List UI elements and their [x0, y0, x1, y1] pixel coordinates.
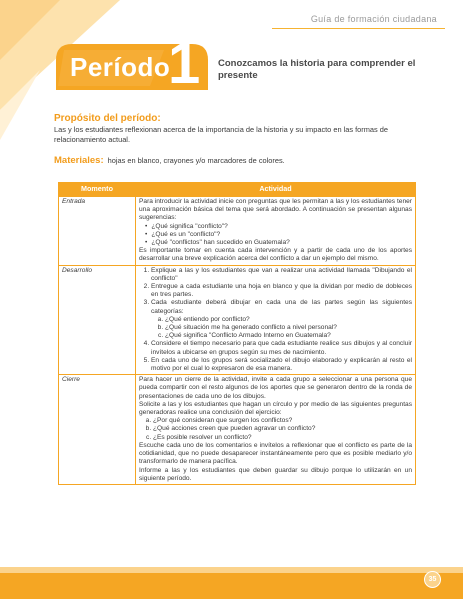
moment-cell: Entrada — [59, 197, 136, 266]
list-item: 2. Entregue a cada estudiante una hoja en blanco y que la dividan por medio de dobleces en tres partes. — [151, 283, 412, 299]
list-item: c. ¿Es posible resolver un conflicto? — [153, 434, 412, 442]
guide-title: Guía de formación ciudadana — [310, 14, 437, 24]
list-item: 1. Explique a las y los estudiantes que van a realizar una actividad llamada "Dibujando el conflicto" — [151, 267, 412, 283]
entrada-outro: Es importante tomar en cuenta cada intervención y a partir de cada uno de los aportes desarrollar una breve explicación acerca del conflicto a dar un ejemplo del mismo. — [139, 247, 412, 263]
list-item: a. ¿Qué entiendo por conflicto? — [165, 316, 412, 324]
list-item: • ¿Qué es un "conflicto"? — [153, 231, 412, 239]
table-row-entrada — [59, 197, 416, 266]
table-row-cierre — [59, 375, 416, 485]
list-item: a. ¿Por qué consideran que surgen los conflictos? — [153, 417, 412, 425]
period-label: Período — [70, 52, 171, 82]
cierre-paragraph: Informe a las y los estudiantes que deben guardar su dibujo porque lo utilizarán en un siguiente período. — [139, 466, 412, 482]
cierre-paragraph: Para hacer un cierre de la actividad, invite a cada grupo a seleccionar a una persona que pueda compartir con el resto algunos de los aportes que se generaron dentro de la ronda de presentaciones de cada uno de los dibujos. — [139, 376, 412, 400]
activity-cell — [136, 197, 416, 266]
header-rule — [272, 28, 445, 29]
materials-label: Materiales: — [54, 155, 104, 166]
materials-line — [54, 155, 434, 166]
desarrollo-steps — [139, 267, 412, 374]
list-item — [151, 299, 412, 340]
activity-cell — [136, 375, 416, 485]
period-subtitle: Conozcamos la historia para comprender el presente — [218, 58, 416, 81]
list-item: c. ¿Qué significa "Conflicto Armado Interno en Guatemala? — [165, 332, 412, 340]
materials-text: hojas en blanco, crayones y/o marcadores de colores. — [107, 156, 285, 165]
desarrollo-categories — [151, 316, 412, 341]
entrada-intro: Para introducir la actividad inicie con preguntas que les permitan a las y los estudiantes tener una aproximación básica del tema que será abordado. A continuación se presentan algunas sugerencias: — [139, 198, 412, 222]
cierre-paragraph: Escuche cada uno de los comentarios e invítelos a reflexionar que el conflicto es parte de la cotidianidad, que no puede desaparecer instantáneamente pero que es posible mediarlo y/o transformarlo de manera pacífica. — [139, 441, 412, 466]
activity-cell — [136, 265, 416, 375]
list-item: b. ¿Qué situación me ha generado conflicto a nivel personal? — [165, 324, 412, 332]
list-item: • ¿Qué significa "conflicto"? — [153, 223, 412, 231]
list-item: 5. En cada uno de los grupos será socializado el dibujo elaborado y explicarán al resto el motivo por el cual lo expresaron de esa manera. — [151, 357, 412, 373]
purpose-heading: Propósito del período: — [54, 113, 161, 124]
table-row-desarrollo — [59, 265, 416, 375]
table-header-row — [59, 183, 416, 197]
purpose-text: Las y los estudiantes reflexionan acerca de la importancia de la historia y su impacto en las formas de relacionamiento actual. — [54, 125, 388, 144]
period-number: 1 — [168, 31, 201, 96]
step-text: Cada estudiante deberá dibujar en cada una de las partes según las siguientes categorías: — [151, 299, 412, 315]
cierre-paragraph: Solicite a las y los estudiantes que hagan un círculo y por medio de las siguientes preguntas generadoras realice una conclusión del ejercicio: — [139, 400, 412, 417]
footer-band — [0, 573, 463, 599]
list-item: b. ¿Qué acciones creen que pueden agravar un conflicto? — [153, 425, 412, 433]
moment-column-header: Momento — [59, 183, 136, 197]
page-number: 35 — [424, 571, 441, 588]
moment-cell: Cierre — [59, 375, 136, 485]
cierre-questions — [139, 417, 412, 442]
moment-cell: Desarrollo — [59, 265, 136, 375]
list-item: 4. Considere el tiempo necesario para que cada estudiante realice sus dibujos y al concluir invítelos a ubicarse en grupos según su mes de nacimiento. — [151, 340, 412, 356]
entrada-questions — [139, 223, 412, 248]
activity-column-header: Actividad — [136, 183, 416, 197]
list-item: • ¿Qué "conflictos" han sucedido en Guatemala? — [153, 239, 412, 247]
activity-table — [58, 182, 416, 485]
